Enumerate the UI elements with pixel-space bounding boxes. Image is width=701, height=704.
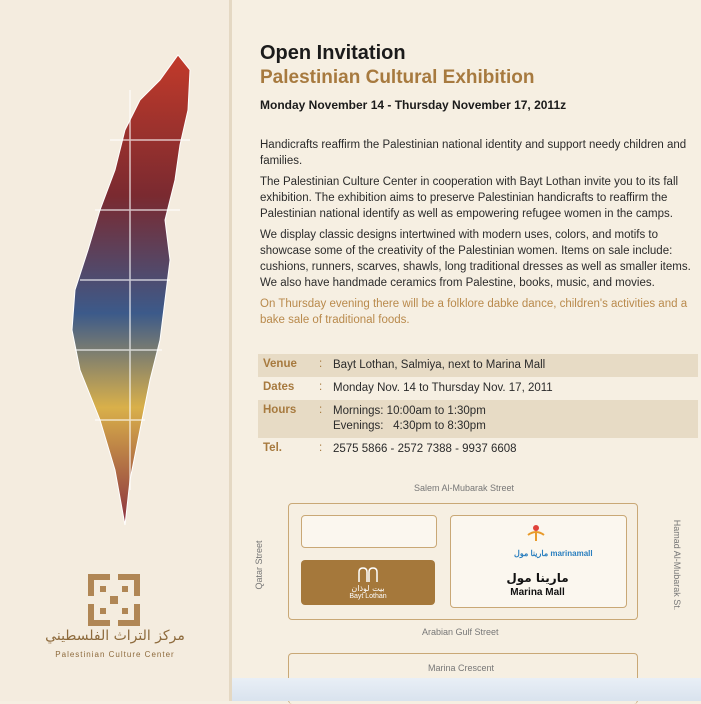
exhibition-title: Palestinian Cultural Exhibition	[260, 67, 535, 88]
details-label: Tel.	[263, 442, 282, 454]
marina-mall-logo-icon	[525, 523, 547, 545]
street-label-left: Qatar Street	[254, 540, 264, 590]
details-value	[333, 404, 693, 434]
left-panel	[0, 0, 229, 701]
details-value: 2575 5866 - 2572 7388 - 9937 6608	[333, 443, 517, 455]
details-colon: :	[319, 442, 323, 454]
details-colon: :	[319, 358, 323, 370]
details-label: Dates	[263, 381, 295, 393]
bayt-lothan-location	[301, 560, 435, 605]
description	[260, 137, 695, 333]
culture-center-logo	[84, 570, 144, 630]
street-label-top: Salem Al-Mubarak Street	[414, 483, 515, 493]
bayt-lothan-icon	[356, 566, 380, 584]
paragraph: The Palestinian Culture Center in cooperation with Bayt Lothan invite you to its fall exhibition. The exhibition aims to preserve Palestinian handicrafts to reaffirm the Palestinian national identify as well as empowering refugee women in the camps.	[260, 176, 679, 220]
paragraph-highlight: On Thursday evening there will be a folklore dabke dance, children's activities and a bake sale of traditional foods.	[260, 298, 688, 326]
sea-water	[232, 678, 701, 701]
map-empty-lot	[301, 515, 437, 548]
details-table	[258, 354, 698, 461]
org-english-name: Palestinian Culture Center	[55, 650, 175, 659]
hours-morning: Mornings: 10:00am to 1:30pm	[333, 405, 486, 417]
details-row-hours	[258, 400, 698, 438]
details-colon: :	[319, 404, 323, 416]
marina-mall-english: Marina Mall	[510, 587, 565, 598]
palestine-map-collage	[70, 50, 200, 540]
details-row-dates	[258, 377, 698, 400]
paragraph: Handicrafts reaffirm the Palestinian national identity and support needy children and families.	[260, 139, 687, 167]
details-label: Venue	[263, 358, 297, 370]
details-value: Monday Nov. 14 to Thursday Nov. 17, 2011	[333, 382, 553, 394]
paragraph: We display classic designs intertwined with modern uses, colors, and motifs to showcase some of the creativity of the Palestinian women. Items on sale include: cushions, runners, scarves, shawls, long traditional dresses as well as smaller items. We also have handmade ceramics from Palestine, books, music, and movies.	[260, 229, 691, 289]
marina-mall-logo-text: مارينا مول marinamall	[514, 549, 593, 558]
details-label: Hours	[263, 404, 297, 416]
details-value: Bayt Lothan, Salmiya, next to Marina Mall	[333, 359, 546, 371]
bayt-lothan-english: Bayt Lothan	[349, 593, 387, 600]
event-dates: Monday November 14 - Thursday November 17, 2011z	[260, 98, 567, 112]
marina-crescent-label: Marina Crescent	[428, 663, 495, 673]
org-arabic-name: مركز التراث الفلسطيني	[45, 628, 185, 644]
details-colon: :	[319, 381, 323, 393]
hours-evening: Evenings: 4:30pm to 8:30pm	[333, 420, 486, 432]
page-title: Open Invitation	[260, 42, 406, 64]
details-row-tel	[258, 438, 698, 461]
details-row-venue	[258, 354, 698, 377]
street-label-bottom: Arabian Gulf Street	[422, 627, 499, 637]
bayt-lothan-arabic: بيت لوذان	[351, 584, 385, 593]
main-content	[232, 0, 701, 701]
street-label-right: Hamad Al-Mubarak St.	[672, 519, 682, 611]
marina-mall-arabic: مارينا مول	[506, 571, 569, 585]
